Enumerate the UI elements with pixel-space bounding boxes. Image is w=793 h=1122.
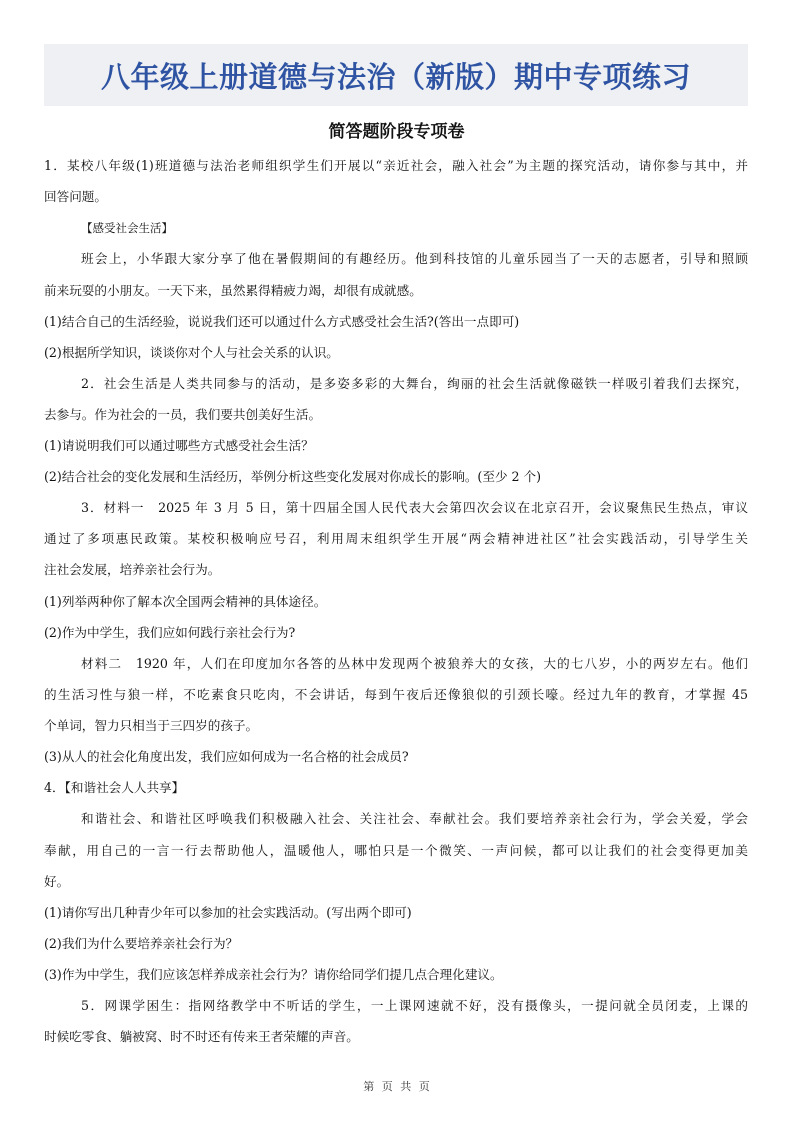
question-2-line: 2．社会生活是人类共同参与的活动，是多姿多彩的大舞台，绚丽的社会生活就像磁铁一样吸引着我们去探究，	[81, 376, 748, 391]
page-footer: 第 页 共 页	[363, 1080, 430, 1093]
question-3-line: 通过了多项惠民政策。某校积极响应号召，利用周末组织学生开展“两会精神进社区”社会实践活动，引导学生关	[44, 531, 748, 546]
section-subtitle: 简答题阶段专项卷	[328, 122, 465, 142]
material-line: 和谐社会、和谐社区呼唤我们积极融入社会、关注社会、奉献社会。我们要培养亲社会行为，学会关爱，学会	[81, 811, 748, 826]
material-line: 班会上，小华跟大家分享了他在暑假期间的有趣经历。他到科技馆的儿童乐园当了一天的志愿者，引导和照顾	[81, 251, 748, 266]
question-2-line: 去参与。作为社会的一员，我们要共创美好生活。	[44, 407, 322, 422]
title-banner	[44, 44, 748, 106]
material-line: 好。	[44, 874, 70, 889]
material-line: 的生活习性与狼一样，不吃素食只吃肉，不会讲话，每到午夜后还像狼似的引颈长嚎。经过九年的教育，才掌握 45	[44, 687, 748, 702]
section-heading: 【感受社会生活】	[81, 221, 173, 235]
document-title: 八年级上册道德与法治（新版）期中专项练习	[100, 59, 691, 94]
question-3-line: 注社会发展，培养亲社会行为。	[44, 562, 221, 577]
material-line: 个单词，智力只相当于三四岁的孩子。	[44, 718, 259, 733]
question-1-line: 回答问题。	[44, 189, 107, 204]
sub-question: (1)请说明我们可以通过哪些方式感受社会生活？	[44, 438, 314, 453]
sub-question: (2)我们为什么要培养亲社会行为？	[44, 936, 239, 951]
sub-question: (2)根据所学知识，谈谈你对个人与社会关系的认识。	[44, 345, 339, 360]
question-5-line: 5．网课学困生：指网络教学中不听话的学生，一上课网速就不好，没有摄像头，一提问就全员闭麦，上课的	[81, 998, 748, 1013]
question-3-line: 3．材料一 2025 年 3 月 5 日，第十四届全国人民代表大会第四次会议在北京召开，会议聚焦民生热点，审议	[81, 500, 748, 515]
question-1-line: 1．某校八年级(1)班道德与法治老师组织学生们开展以“亲近社会，融入社会”为主题的探究活动，请你参与其中，并	[44, 158, 748, 173]
sub-question: (1)结合自己的生活经验，说说我们还可以通过什么方式感受社会生活?(答出一点即可)	[44, 314, 520, 329]
sub-question: (1)列举两种你了解本次全国两会精神的具体途径。	[44, 594, 327, 609]
sub-question: (2)作为中学生，我们应如何践行亲社会行为?	[44, 625, 296, 640]
material-line: 前来玩耍的小朋友。一天下来，虽然累得精疲力竭，却很有成就感。	[44, 283, 422, 298]
sub-question: (3)作为中学生，我们应该怎样养成亲社会行为？请你给同学们提几点合理化建议。	[44, 967, 503, 982]
question-4-heading: 4．【和谐社会人人共享】	[44, 780, 185, 795]
sub-question: (3)从人的社会化角度出发，我们应如何成为一名合格的社会成员?	[44, 749, 409, 764]
material-line: 材料二 1920 年，人们在印度加尔各答的丛林中发现两个被狼养大的女孩，大的七八岁，小的两岁左右。他们	[81, 656, 748, 671]
sub-question: (2)结合社会的变化发展和生活经历，举例分析这些变化发展对你成长的影响。(至少 2 个)	[44, 469, 542, 484]
question-5-line: 时候吃零食、躺被窝、时不时还有传来王者荣耀的声音。	[44, 1029, 359, 1044]
material-line: 奉献，用自己的一言一行去帮助他人，温暖他人，哪怕只是一个微笑、一声问候，都可以让我们的社会变得更加美	[44, 843, 748, 858]
sub-question: (1)请你写出几种青少年可以参加的社会实践活动。(写出两个即可)	[44, 905, 412, 920]
